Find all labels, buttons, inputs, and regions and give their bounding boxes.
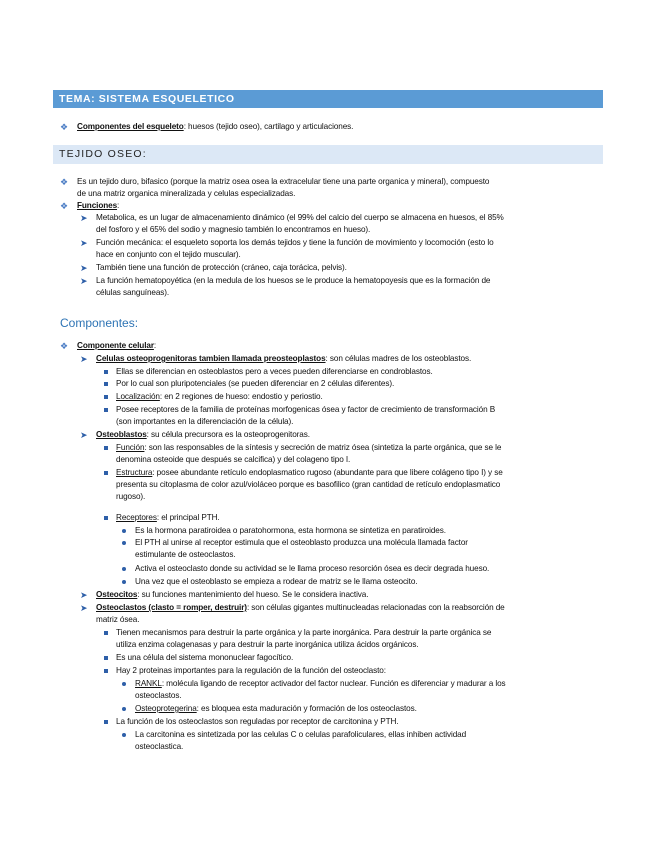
rankl-label: RANKL: [135, 679, 162, 688]
funcion-item-2b: hace en conjunto con el tejido muscular).: [96, 250, 241, 259]
funciones-label: Funciones: [77, 201, 118, 210]
funcion-item-1a: Metabolica, es un lugar de almacenamiento dinámico (el 99% del calcio del cuerpo se almacena en huesos, el 85%: [96, 213, 504, 222]
ocl-proteinas: Hay 2 proteinas importantes para la regulación de la función del osteoclasto:: [116, 666, 386, 675]
arrow-bullet-icon: ➤: [80, 603, 88, 613]
rankl-line-2: osteoclastos.: [135, 691, 182, 700]
componentes-label: Componentes del esqueleto: [77, 122, 184, 131]
funcion-item-4a: La función hematopoyética (en la medula de los huesos se le produce la hematopoyesis que es la formación de: [96, 276, 491, 285]
square-bullet-icon: [104, 408, 108, 412]
rankl-text-1: : molécula ligando de receptor activador del factor nuclear. Función es diferenciar y madurar a los: [161, 679, 506, 688]
opg-text: : es bloquea esta maduración y formación de los osteoclastos.: [196, 704, 417, 713]
localizacion-text: : en 2 regiones de hueso: endostio y periostio.: [159, 392, 323, 401]
osteoprog-label: Celulas osteoprogenitoras tambien llamada preosteoplastos: [96, 354, 326, 363]
pth-item-2b: estimulante de osteoclastos.: [135, 550, 236, 559]
osteoprog-item-2: Por lo cual son pluripotenciales (se pueden diferenciar en 2 células diferentes).: [116, 379, 395, 388]
estructura-line-2: presenta su citoplasma de color azul/violáceo porque es basofilico (gran cantidad de retículo endoplasmatico: [116, 480, 501, 489]
round-bullet-icon: [122, 682, 126, 686]
estructura-line-1: [116, 467, 503, 479]
osteoclastos-line-1: [96, 602, 505, 614]
ocl-regulada: La función de los osteoclastos son reguladas por receptor de carcitonina y PTH.: [116, 717, 399, 726]
estructura-line-3: rugoso).: [116, 492, 146, 501]
carcitonina-line-1: La carcitonina es sintetizada por las celulas C o celulas parafoliculares, ellas inhiben actividad: [135, 730, 467, 739]
round-bullet-icon: [122, 580, 126, 584]
diamond-bullet-icon: ❖: [60, 341, 69, 351]
diamond-bullet-icon: ❖: [60, 122, 69, 132]
arrow-bullet-icon: ➤: [80, 238, 88, 248]
osteoclastos-label: Osteoclastos (clasto = romper, destruir): [96, 603, 247, 612]
rankl-line-1: [135, 678, 506, 690]
arrow-bullet-icon: ➤: [80, 263, 88, 273]
pth-item-2a: El PTH al unirse al receptor estimula que el osteoblasto produzca una molécula llamada factor: [135, 538, 468, 547]
osteocitos-label: Osteocitos: [96, 590, 138, 599]
osteoprog-text: : son células madres de los osteoblastos.: [325, 354, 472, 363]
opg-line: [135, 703, 417, 715]
topic-title: TEMA: SISTEMA ESQUELETICO: [53, 90, 603, 108]
osteoblastos-text: : su célula precursora es la osteoprogenitoras.: [146, 430, 310, 439]
componentes-line: [77, 121, 353, 133]
osteoblastos-label: Osteoblastos: [96, 430, 147, 439]
ocl-mecanismos-2: utiliza enzima colagenasas y para destruir la parte inorgánica utiliza ácidos orgánicos.: [116, 640, 419, 649]
pth-item-1: Es la hormona paratiroidea o paratohormona, esta hormona se sintetiza en paratiroides.: [135, 526, 446, 535]
celular-heading: Componente celular:: [77, 341, 157, 350]
arrow-bullet-icon: ➤: [80, 430, 88, 440]
arrow-bullet-icon: ➤: [80, 213, 88, 223]
estructura-label: Estructura: [116, 468, 153, 477]
square-bullet-icon: [104, 382, 108, 386]
componentes-text: : huesos (tejido oseo), cartilago y articulaciones.: [183, 122, 354, 131]
osteoclastos-text-1: : son células gigantes multinucleadas relacionadas con la reabsorción de: [246, 603, 505, 612]
arrow-bullet-icon: ➤: [80, 354, 88, 364]
round-bullet-icon: [122, 529, 126, 533]
osteoprog-line: [96, 353, 471, 365]
funcion-item-4b: células sanguíneas).: [96, 288, 170, 297]
osteocitos-line: [96, 589, 368, 601]
arrow-bullet-icon: ➤: [80, 590, 88, 600]
receptores-line: [116, 512, 220, 524]
osteoblastos-line: [96, 429, 310, 441]
square-bullet-icon: [104, 516, 108, 520]
receptores-bmp-2: (son importantes en la diferenciación de la célula).: [116, 417, 294, 426]
componentes-subheading: Componentes:: [60, 316, 139, 330]
square-bullet-icon: [104, 471, 108, 475]
square-bullet-icon: [104, 720, 108, 724]
diamond-bullet-icon: ❖: [60, 177, 69, 187]
estructura-text-1: : posee abundante retículo endoplasmatico rugoso (abundante para que libere colágeno tipo I) y se: [152, 468, 503, 477]
osteoclastos-line-2: matriz ósea.: [96, 615, 140, 624]
celular-label: Componente celular: [77, 341, 154, 350]
arrow-bullet-icon: ➤: [80, 276, 88, 286]
round-bullet-icon: [122, 733, 126, 737]
tejido-intro-1: Es un tejido duro, bifasico (porque la matriz osea osea la extracelular tiene una parte organica y mineral), compuesto: [77, 177, 490, 186]
square-bullet-icon: [104, 631, 108, 635]
section-heading: TEJIDO OSEO:: [53, 145, 603, 164]
square-bullet-icon: [104, 656, 108, 660]
funcion-line-2: denomina osteoide que después se calcifica) y del colageno tipo I.: [116, 455, 351, 464]
funcion-item-1b: del fosforo y el 65% del sodio y magnesio también lo encontramos en hueso).: [96, 225, 371, 234]
receptores-bmp-1: Posee receptores de la familia de proteínas morfogenicas ósea y factor de crecimiento de transformación B: [116, 405, 496, 414]
pth-item-4: Una vez que el osteoblasto se empieza a rodear de matriz se le llama osteocito.: [135, 577, 418, 586]
funcion-label: Función: [116, 443, 145, 452]
funcion-text-1: : son las responsables de la síntesis y secreción de matriz ósea (sintetiza la parte orgánica, que se le: [144, 443, 502, 452]
receptores-text: : el principal PTH.: [156, 513, 220, 522]
localizacion-line: [116, 391, 323, 403]
opg-label: Osteoprotegerina: [135, 704, 197, 713]
funciones-heading: Funciones:: [77, 201, 120, 210]
osteoprog-item-1: Ellas se diferencian en osteoblastos pero a veces pueden diferenciarse en condroblastos.: [116, 367, 433, 376]
ocl-celula: Es una célula del sistema mononuclear fagocítico.: [116, 653, 294, 662]
round-bullet-icon: [122, 541, 126, 545]
diamond-bullet-icon: ❖: [60, 201, 69, 211]
osteocitos-text: : su funciones mantenimiento del hueso. Se le considera inactiva.: [137, 590, 369, 599]
square-bullet-icon: [104, 370, 108, 374]
pth-item-3: Activa el osteoclasto donde su actividad se le llama proceso resorción ósea es decir degrada hueso.: [135, 564, 490, 573]
square-bullet-icon: [104, 669, 108, 673]
square-bullet-icon: [104, 446, 108, 450]
receptores-label: Receptores: [116, 513, 157, 522]
carcitonina-line-2: osteoclastica.: [135, 742, 184, 751]
localizacion-label: Localización: [116, 392, 160, 401]
funcion-line-1: [116, 442, 501, 454]
tejido-intro-2: de una matriz organica mineralizada y celulas especializadas.: [77, 189, 296, 198]
ocl-mecanismos-1: Tienen mecanismos para destruir la parte orgánica y la parte inorgánica. Para destruir la parte orgánica se: [116, 628, 492, 637]
funcion-item-3: También tiene una función de protección (cráneo, caja torácica, pelvis).: [96, 263, 347, 272]
round-bullet-icon: [122, 707, 126, 711]
funcion-item-2a: Función mecánica: el esqueleto soporta los demás tejidos y tiene la función de movimiento y locomoción (esto lo: [96, 238, 494, 247]
round-bullet-icon: [122, 567, 126, 571]
square-bullet-icon: [104, 395, 108, 399]
